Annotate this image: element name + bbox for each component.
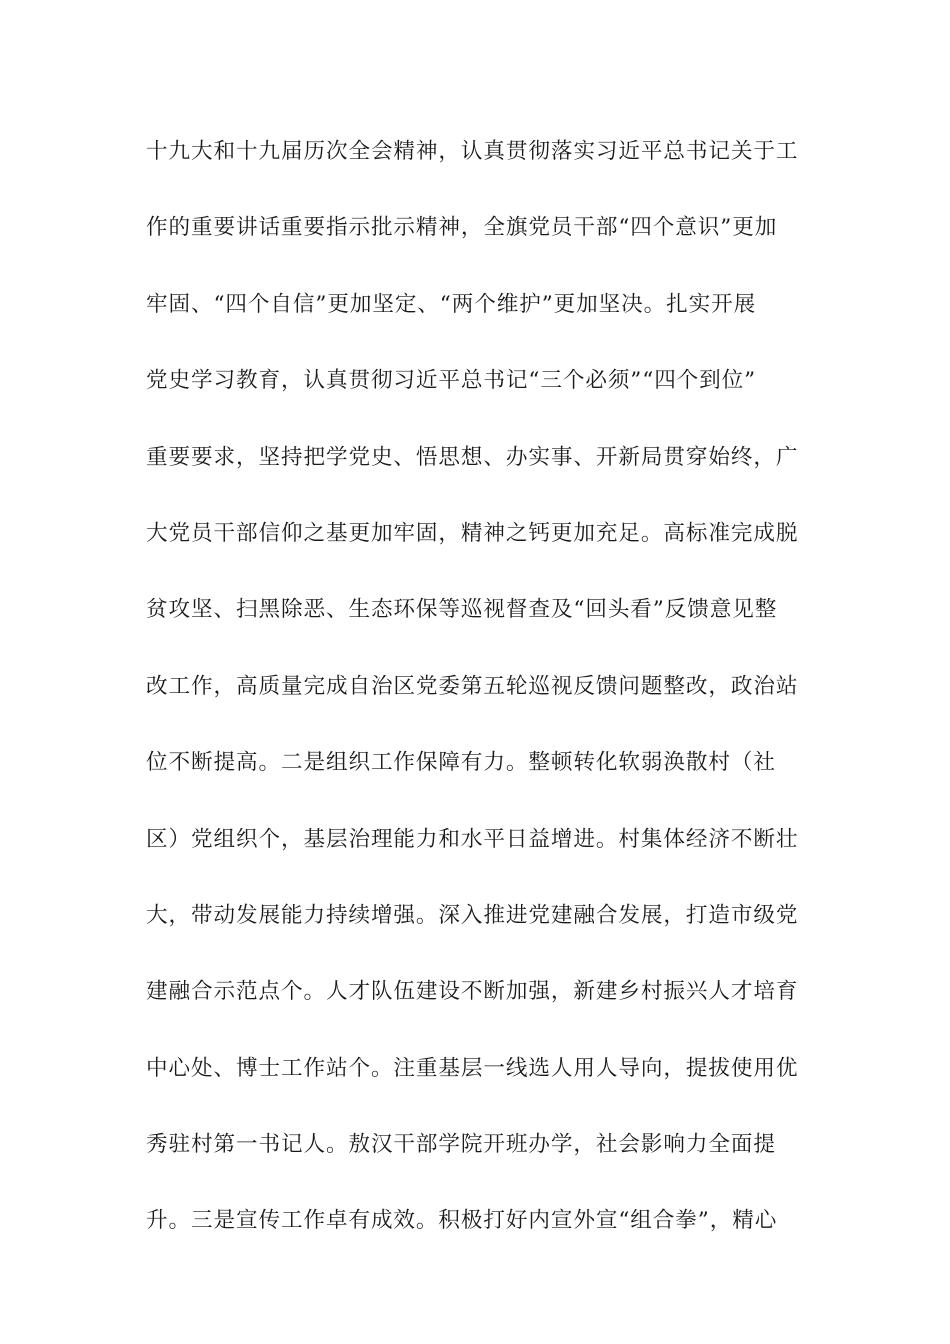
- text-line: 改工作，高质量完成自治区党委第五轮巡视反馈问题整改，政治站: [146, 673, 799, 699]
- text-line: 中心处、博士工作站个。注重基层一线选人用人导向，提拔使用优: [146, 1055, 799, 1081]
- text-line: 大，带动发展能力持续增强。深入推进党建融合发展，打造市级党: [146, 902, 799, 928]
- text-line: 区）党组织个，基层治理能力和水平日益增进。村集体经济不断壮: [146, 826, 799, 852]
- text-line: 建融合示范点个。人才队伍建设不断加强，新建乡村振兴人才培育: [146, 979, 799, 1005]
- text-line: 大党员干部信仰之基更加牢固，精神之钙更加充足。高标准完成脱: [146, 520, 799, 546]
- body-text: [146, 128, 806, 1274]
- text-line: 牢固、“四个自信”更加坚定、“两个维护”更加坚决。扎实开展: [146, 291, 757, 317]
- text-line: 党史学习教育，认真贯彻习近平总书记“三个必须”“四个到位”: [146, 368, 757, 394]
- text-line: 贫攻坚、扫黑除恶、生态环保等巡视督查及“回头看”反馈意见整: [146, 597, 778, 623]
- text-line: 升。三是宣传工作卓有成效。积极打好内宣外宣“组合拳”，精心: [146, 1208, 778, 1234]
- text-line: 作的重要讲话重要指示批示精神，全旗党员干部“四个意识”更加: [146, 215, 778, 241]
- text-line: 十九大和十九届历次全会精神，认真贯彻落实习近平总书记关于工: [146, 139, 799, 164]
- text-line: 位不断提高。二是组织工作保障有力。整顿转化软弱涣散村（社: [146, 750, 776, 776]
- text-line: 秀驻村第一书记人。敖汉干部学院开班办学，社会影响力全面提: [146, 1132, 776, 1158]
- text-line: 重要要求，坚持把学党史、悟思想、办实事、开新局贯穿始终，广: [146, 444, 799, 470]
